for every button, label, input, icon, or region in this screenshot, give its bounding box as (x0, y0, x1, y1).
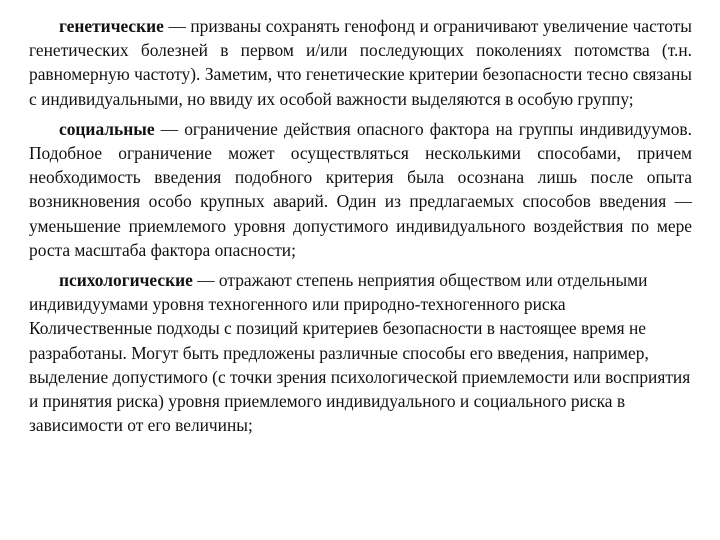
term-psychological: психологические (59, 270, 193, 291)
term-social: социальные (59, 118, 155, 139)
paragraph-genetic-criteria (29, 14, 692, 111)
term-genetic: генетические (59, 16, 164, 36)
definition-psychological: — отражают степень неприятия обществом или отдельными индивидуумами уровня техногенного или природно-техногенного риска Количественные подходы с позиций критериев безопасности в настоящее время не разработаны. Могут быть предложены различные способы его введения, например, выделение допустимого (с точки зрения психологической приемлемости или восприятия и принятия риска) уровня приемлемого индивидуального и социального риска в зависимости от его величины; (29, 270, 691, 436)
definition-genetic: — призваны сохранять генофонд и ограничивают увеличение частоты генетических болезней в первом и/или последующих поколениях потомства (т.н. равномерную частоту). Заметим, что генетические критерии безопасности тесно связаны с индивидуальными, но ввиду их особой важности выделяются в особую группу; (29, 16, 692, 109)
definition-social: — ограничение действия опасного фактора на группы индивидуумов. Подобное ограничение может осуществляться несколькими способами, причем необходимость введения подобного критерия была осознана лишь после опыта возникновения особо крупных аварий. Один из предлагаемых способов введения — уменьшение приемлемого уровня допустимого индивидуального воздействия по мере роста масштаба фактора опасности; (29, 118, 692, 260)
paragraph-social-criteria (29, 117, 692, 262)
paragraph-psychological-criteria (29, 268, 692, 437)
